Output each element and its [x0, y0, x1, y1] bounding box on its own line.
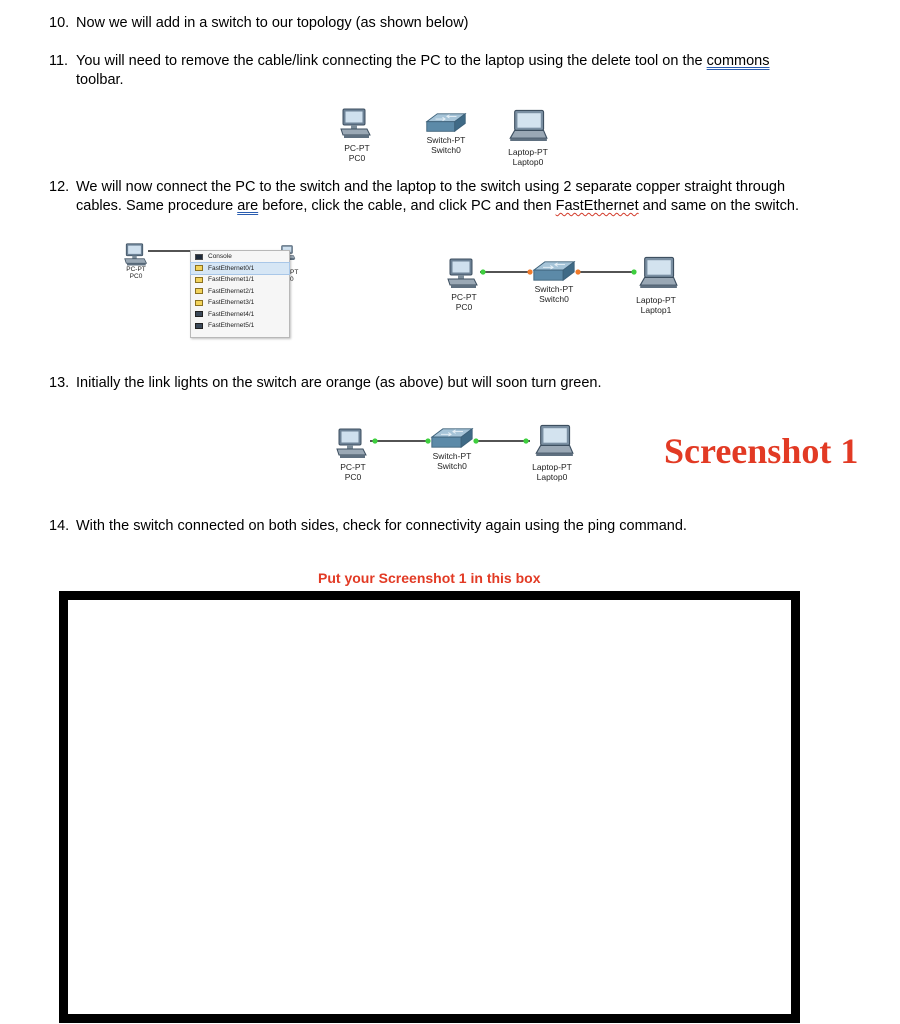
laptop-label: Laptop-PT Laptop0 [532, 462, 572, 482]
pc-icon [124, 243, 148, 267]
switch-icon [425, 111, 467, 134]
step-text: Now we will add in a switch to our topology (as shown below) [76, 15, 469, 31]
switch-label: Switch-PT Switch0 [426, 135, 466, 155]
console-port-icon [195, 254, 203, 260]
step-text: With the switch connected on both sides, check for connectivity again using the ping command. [76, 518, 687, 534]
ethernet-port-icon [195, 323, 203, 329]
pc-icon [447, 258, 479, 290]
menu-item-fastethernet2-1[interactable]: FastEthernet2/1 [191, 286, 289, 298]
ethernet-port-icon [195, 300, 203, 306]
port-context-menu [190, 250, 290, 338]
menu-item-fastethernet4-1[interactable]: FastEthernet4/1 [191, 309, 289, 321]
laptop-icon [534, 424, 574, 458]
topology-diagram-3 [330, 420, 590, 495]
box-caption: Put your Screenshot 1 in this box [318, 570, 541, 586]
laptop-icon [508, 109, 548, 143]
menu-item-fastethernet1-1[interactable]: FastEthernet1/1 [191, 274, 289, 286]
step-number: 11. [49, 53, 69, 69]
laptop-icon [638, 256, 678, 290]
step-text-line1: We will now connect the PC to the switch and the laptop to the switch using 2 separate copper straight through [76, 179, 786, 195]
pc-label: PC-PT PC0 [126, 266, 146, 280]
behind-label: PT 0 [290, 269, 299, 283]
topology-diagram-2b [440, 250, 700, 325]
step-text: cables. Same procedure [76, 198, 238, 214]
step-number: 12. [49, 179, 70, 195]
grammar-word: are [237, 198, 259, 214]
laptop-label: Laptop-PT Laptop1 [636, 295, 676, 315]
step-text: and same on the switch. [638, 198, 800, 214]
menu-item-fastethernet5-1[interactable]: FastEthernet5/1 [191, 320, 289, 332]
link-light-pc [480, 269, 485, 274]
ethernet-port-icon [195, 311, 203, 317]
link-light-laptop [523, 438, 528, 443]
step-text: You will need to remove the cable/link connecting the PC to the laptop using the delete tool on the [76, 53, 707, 69]
menu-item-console[interactable]: Console [191, 251, 289, 263]
topology-diagram-1 [300, 105, 600, 170]
step-text-line2: toolbar. [76, 72, 124, 88]
switch-label: Switch-PT Switch0 [432, 451, 472, 471]
link-light-switch-right [575, 269, 580, 274]
pc-label: PC-PT PC0 [344, 143, 370, 163]
link-light-pc [372, 438, 377, 443]
screenshot-box[interactable] [59, 591, 800, 1023]
laptop-label: Laptop-PT Laptop0 [508, 147, 548, 167]
step-text: Initially the link lights on the switch are orange (as above) but will soon turn green. [76, 375, 602, 391]
step-number: 10. [49, 15, 70, 31]
step-text-line1 [76, 52, 770, 71]
ethernet-port-icon [195, 277, 203, 283]
ethernet-port-icon [195, 265, 203, 271]
step-number: 13. [49, 375, 70, 391]
pc-icon [340, 108, 372, 140]
menu-item-fastethernet3-1[interactable]: FastEthernet3/1 [191, 297, 289, 309]
switch-label: Switch-PT Switch0 [534, 284, 574, 304]
step-text: before, click the cable, and click PC and then [258, 198, 556, 214]
step-text-line2 [76, 197, 799, 216]
switch-icon [430, 426, 474, 450]
spellcheck-word: commons [706, 53, 770, 69]
step-number: 14. [49, 518, 70, 534]
pc-label: PC-PT PC0 [340, 462, 366, 482]
link-light-laptop [631, 269, 636, 274]
pc-label: PC-PT PC0 [451, 292, 477, 312]
screenshot-label: Screenshot 1 [664, 431, 859, 471]
ethernet-port-icon [195, 288, 203, 294]
pc-icon [336, 428, 368, 460]
link-light-switch-right [473, 438, 478, 443]
spellcheck-word: FastEthernet [555, 198, 639, 214]
switch-icon [532, 259, 576, 283]
menu-item-fastethernet0-1[interactable]: FastEthernet0/1 [191, 263, 289, 275]
